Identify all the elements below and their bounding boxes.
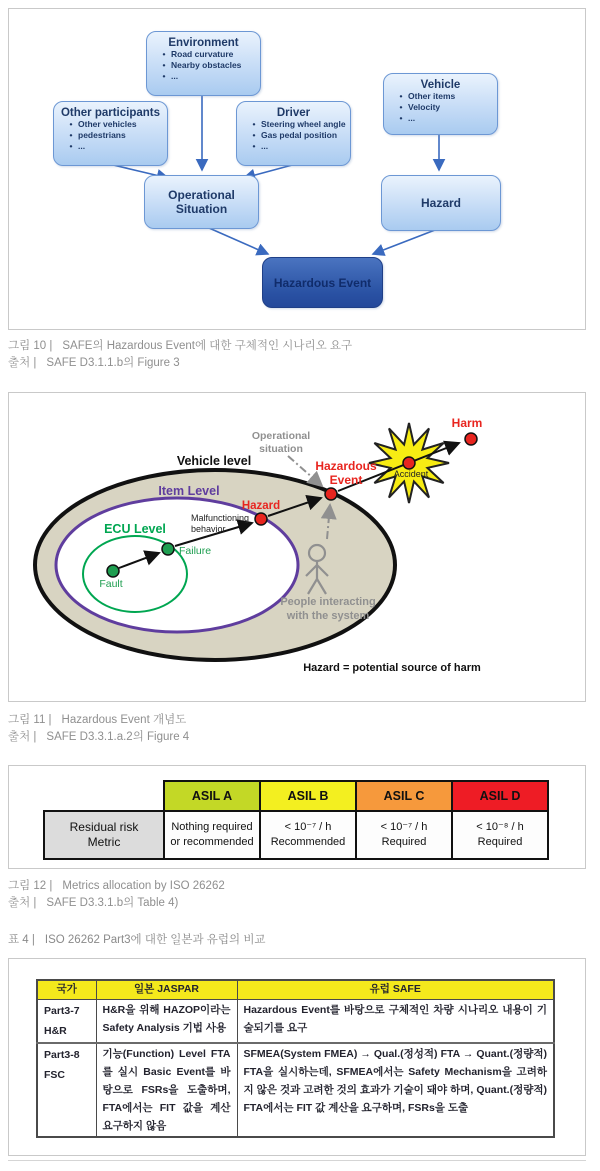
figure-label: 그림 10 |	[8, 340, 53, 352]
table-row	[37, 1000, 554, 1044]
comparison-header-row	[37, 980, 554, 1000]
bullet-icon: •	[252, 119, 256, 129]
failure-label: Failure	[179, 545, 212, 557]
bullet-icon: •	[252, 130, 256, 140]
vehicle-item-text: Other items	[408, 91, 456, 101]
other-participants-title: Other participants	[60, 107, 161, 119]
japan-cell: H&R을 위해 HAZOP이라는 Safety Analysis 기법 사용	[96, 1000, 237, 1044]
hazardous-event-dot	[325, 488, 337, 500]
harm-label: Harm	[451, 416, 483, 430]
bullet-icon: •	[69, 119, 73, 129]
europe-safe-header: 유럽 SAFE	[237, 980, 554, 1000]
figure12-source-line	[8, 895, 225, 912]
driver-item	[237, 141, 350, 152]
part3-7-cell	[37, 1000, 96, 1044]
asil-value-line: < 10⁻⁷ / h	[380, 821, 428, 833]
vehicle-item	[384, 91, 497, 102]
asil-d-header: ASIL D	[452, 781, 548, 811]
table4-title	[8, 932, 266, 949]
asil-empty-corner-cell	[44, 781, 164, 811]
other-participants-item-text: Other vehicles	[78, 119, 137, 129]
environment-item	[147, 71, 260, 82]
bullet-icon: •	[69, 130, 73, 140]
hazard-label: Hazard	[241, 500, 281, 512]
figure11-caption	[8, 712, 189, 746]
people-interacting-label: People interacting	[280, 596, 376, 608]
figure-caption-text: Hazardous Event 개념도	[61, 714, 187, 726]
malfunctioning-label: behavior	[191, 524, 226, 534]
europe-cell: SFMEA(System FMEA) → Qual.(정성적) FTA → Quant.(정량적) FTA을 실시하는데, SFMEA에서는 Safety Mechanism을 고려하지 않은 것과 고려한 것의 효과가 기술이 돼야 하며, Quant.(정량적) FTA에서는 FIT 값 계산을 요구하며, FSRs을 도출	[237, 1043, 554, 1137]
asil-b-value	[260, 811, 356, 859]
accident-dot	[403, 457, 415, 469]
asil-value-line: Recommended	[270, 836, 346, 848]
bullet-icon: •	[162, 60, 166, 70]
operational-situation-title: Operational Situation	[168, 188, 235, 216]
bullet-icon: •	[399, 102, 403, 112]
part-id: Part3-8	[44, 1049, 80, 1061]
table-title-text: ISO 26262 Part3에 대한 일본과 유럽의 비교	[44, 934, 266, 946]
hazard-definition-note: Hazard = potential source of harm	[303, 662, 481, 674]
vehicle-item	[384, 113, 497, 124]
asil-b-header: ASIL B	[260, 781, 356, 811]
failure-dot	[162, 543, 174, 555]
driver-item	[237, 130, 350, 141]
figure12-caption	[8, 878, 225, 912]
source-text: SAFE D3.3.1.a.2의 Figure 4	[46, 731, 190, 743]
other-participants-node	[53, 101, 168, 166]
driver-item-text: Steering wheel angle	[261, 119, 346, 129]
figure-label: 그림 12 |	[8, 880, 53, 892]
bullet-icon: •	[399, 91, 403, 101]
driver-title: Driver	[276, 107, 311, 119]
bullet-icon: •	[69, 141, 73, 151]
malfunctioning-label: Malfunctioning	[191, 513, 250, 523]
other-participants-item-text: ...	[78, 141, 86, 151]
driver-item	[237, 119, 350, 130]
asil-value-line: Nothing required	[171, 821, 253, 833]
asil-d-value	[452, 811, 548, 859]
environment-item-text: ...	[171, 71, 179, 81]
figure-label: 그림 11 |	[8, 714, 52, 726]
asil-a-value	[164, 811, 260, 859]
hazardous-event-node	[262, 257, 383, 308]
part3-8-cell	[37, 1043, 96, 1137]
bullet-icon: •	[162, 71, 166, 81]
figure-caption-text: SAFE의 Hazardous Event에 대한 구체적인 시나리오 요구	[62, 340, 353, 352]
japan-cell: 기능(Function) Level FTA를 실시 Basic Event를 바탕으로 FSRs을 도출하며, FTA에서는 FIT 값을 계산 요구하지 않음	[96, 1043, 237, 1137]
environment-item	[147, 60, 260, 71]
hazardous-event-label: Hazardous	[315, 459, 377, 473]
vehicle-item-text: ...	[408, 113, 416, 123]
ecu-level-label: ECU Level	[104, 522, 166, 536]
accident-label: Accident	[393, 469, 429, 479]
driver-node	[236, 101, 351, 166]
figure10-source-line	[8, 355, 352, 372]
item-level-label: Item Level	[158, 484, 220, 498]
table4-title-line	[8, 932, 266, 949]
table4-box	[8, 958, 586, 1156]
asil-value-line: < 10⁻⁸ / h	[476, 821, 524, 833]
asil-value-line: Required	[477, 836, 523, 848]
figure-caption-text: Metrics allocation by ISO 26262	[62, 880, 225, 892]
part-name: H&R	[44, 1025, 67, 1037]
fault-label: Fault	[99, 578, 123, 590]
asil-a-header: ASIL A	[164, 781, 260, 811]
other-participants-item-text: pedestrians	[78, 130, 126, 140]
asil-metrics-table	[43, 780, 549, 860]
vehicle-title: Vehicle	[420, 79, 461, 91]
source-label: 출처 |	[8, 897, 37, 909]
residual-risk-metric-cell	[44, 811, 164, 859]
bullet-icon: •	[399, 113, 403, 123]
operational-situation-label: situation	[259, 443, 303, 455]
residual-risk-metric-text: Residual risk Metric	[69, 820, 139, 849]
hazardous-event-concept-svg	[9, 393, 585, 701]
table-label: 표 4 |	[8, 934, 35, 946]
hazard-title: Hazard	[420, 196, 461, 210]
asil-value-line: < 10⁻⁷ / h	[284, 821, 332, 833]
people-interacting-label: with the system	[286, 610, 370, 622]
vehicle-item	[384, 102, 497, 113]
vehicle-level-label: Vehicle level	[176, 454, 252, 468]
asil-c-value	[356, 811, 452, 859]
source-label: 출처 |	[8, 731, 37, 743]
source-text: SAFE D3.1.1.b의 Figure 3	[46, 357, 180, 369]
other-participants-item	[54, 119, 167, 130]
part-id: Part3-7	[44, 1005, 80, 1017]
hazard-dot	[255, 513, 267, 525]
vehicle-node	[383, 73, 498, 135]
hazardous-event-label: Event	[329, 473, 363, 487]
bullet-icon: •	[162, 49, 166, 59]
driver-item-text: Gas pedal position	[261, 130, 338, 140]
japan-europe-comparison-table	[36, 979, 555, 1138]
fault-dot	[107, 565, 119, 577]
table-row	[37, 1043, 554, 1137]
figure12-caption-line	[8, 878, 225, 895]
environment-item-text: Nearby obstacles	[171, 60, 242, 70]
operational-situation-label: Operational	[251, 430, 311, 442]
figure12-asil-table-box	[8, 765, 586, 869]
hazard-node	[381, 175, 501, 231]
japan-jaspar-header: 일본 JASPAR	[96, 980, 237, 1000]
other-participants-item	[54, 130, 167, 141]
asil-value-line: or recommended	[170, 836, 254, 848]
figure10-diagram	[8, 8, 586, 330]
bullet-icon: •	[252, 141, 256, 151]
asil-metric-row	[44, 811, 548, 859]
vehicle-item-text: Velocity	[408, 102, 441, 112]
figure10-caption-line	[8, 338, 352, 355]
europe-cell: Hazardous Event를 바탕으로 구체적인 차량 시나리오 내용이 기술되기를 요구	[237, 1000, 554, 1044]
operational-situation-node	[144, 175, 259, 229]
environment-node	[146, 31, 261, 96]
part-name: FSC	[44, 1069, 65, 1081]
asil-value-line: Required	[381, 836, 427, 848]
environment-item-text: Road curvature	[171, 49, 234, 59]
figure11-caption-line	[8, 712, 189, 729]
source-text: SAFE D3.3.1.b의 Table 4)	[46, 897, 179, 909]
bottom-divider	[8, 1160, 586, 1161]
figure10-caption	[8, 338, 352, 372]
environment-item	[147, 49, 260, 60]
figure11-source-line	[8, 729, 189, 746]
harm-dot	[465, 433, 477, 445]
environment-title: Environment	[168, 37, 239, 49]
hazardous-event-title: Hazardous Event	[273, 275, 372, 290]
other-participants-item	[54, 141, 167, 152]
driver-item-text: ...	[261, 141, 269, 151]
asil-header-row	[44, 781, 548, 811]
country-header: 국가	[37, 980, 96, 1000]
figure11-diagram	[8, 392, 586, 702]
source-label: 출처 |	[8, 357, 37, 369]
asil-c-header: ASIL C	[356, 781, 452, 811]
